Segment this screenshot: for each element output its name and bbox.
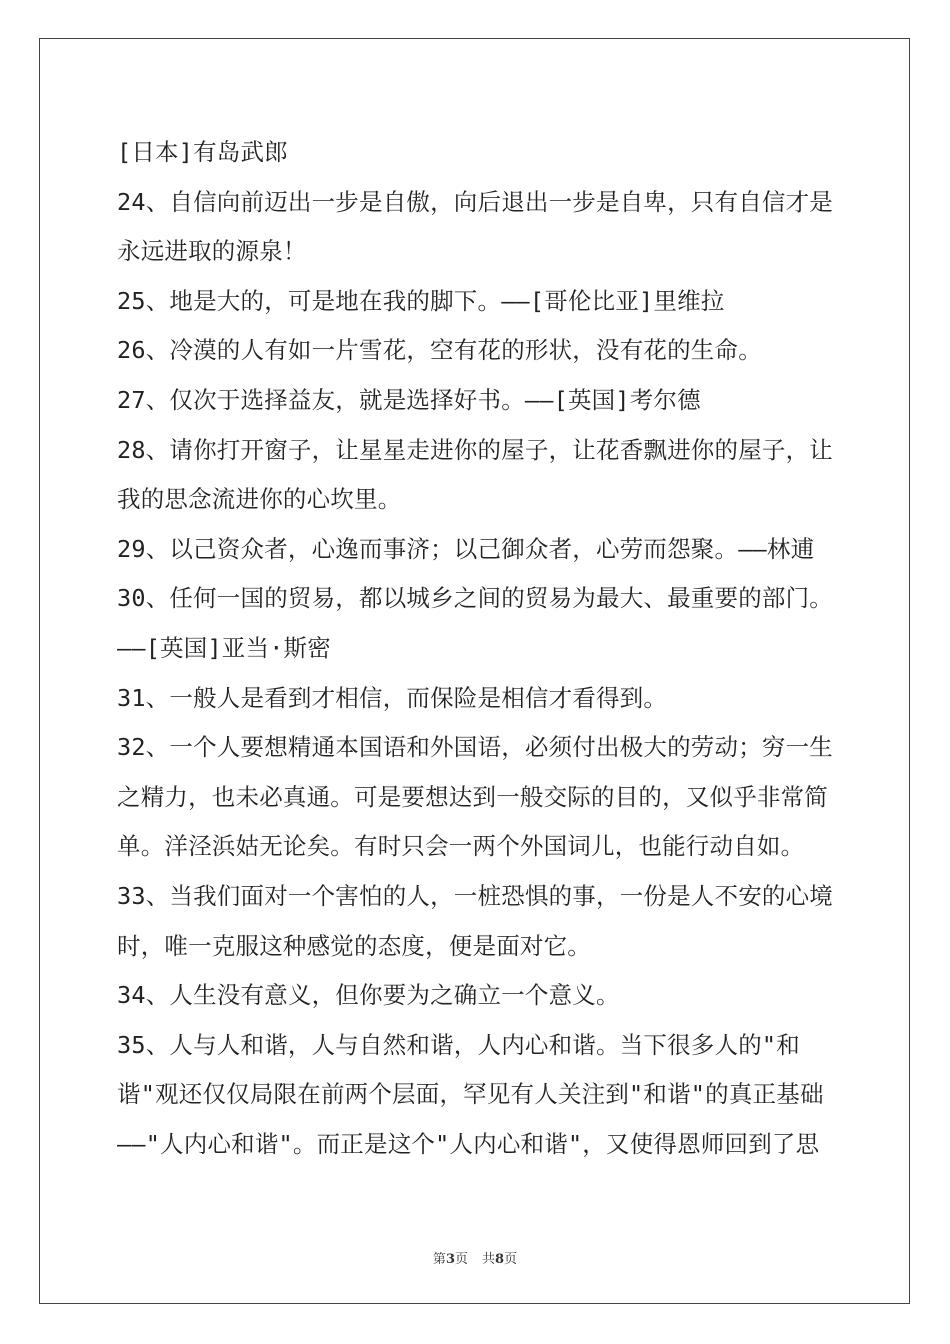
text-line: 35、人与人和谐，人与自然和谐，人内心和谐。当下很多人的"和 [117, 1030, 800, 1059]
text-line: 28、请你打开窗子，让星星走进你的屋子，让花香飘进你的屋子，让 [117, 435, 833, 464]
text-line: 谐"观还仅仅局限在前两个层面，罕见有人关注到"和谐"的真正基础 [117, 1080, 824, 1109]
text-line: ——[英国]亚当·斯密 [117, 633, 331, 662]
text-line: 25、地是大的，可是地在我的脚下。——[哥伦比亚]里维拉 [117, 286, 725, 315]
document-body [117, 128, 835, 1169]
total-suffix: 页 [504, 1252, 518, 1267]
total-page-number: 8 [495, 1252, 505, 1267]
text-line: 32、一个人要想精通本国语和外国语，必须付出极大的劳动；穷一生 [117, 733, 833, 762]
text-line: ——"人内心和谐"。而正是这个"人内心和谐"，又使得恩师回到了思 [117, 1129, 820, 1158]
text-line: 永远进取的源泉！ [117, 237, 307, 266]
page-suffix: 页 [454, 1252, 468, 1267]
text-line: 34、人生没有意义，但你要为之确立一个意义。 [117, 981, 620, 1010]
total-pages-indicator [482, 1252, 517, 1267]
total-prefix: 共 [482, 1252, 496, 1267]
text-line: 单。洋泾浜姑无论矣。有时只会一两个外国词儿，也能行动自如。 [117, 832, 805, 861]
text-line: 26、冷漠的人有如一片雪花，空有花的形状，没有花的生命。 [117, 336, 762, 365]
page-prefix: 第 [432, 1252, 446, 1267]
text-line: 29、以己资众者，心逸而事济；以己御众者，心劳而怨聚。——林逋 [117, 534, 815, 563]
text-line: 31、一般人是看到才相信，而保险是相信才看得到。 [117, 683, 668, 712]
page-indicator [433, 1252, 468, 1267]
text-line: 33、当我们面对一个害怕的人，一桩恐惧的事，一份是人不安的心境 [117, 881, 833, 910]
text-line: 之精力，也未必真通。可是要想达到一般交际的目的，又似乎非常简 [117, 782, 828, 811]
page-footer [0, 1248, 950, 1267]
text-line: [日本]有岛武郎 [117, 138, 288, 166]
text-line: 时，唯一克服这种感觉的态度，便是面对它。 [117, 931, 591, 960]
text-line: 27、仅次于选择益友，就是选择好书。——[英国]考尔德 [117, 385, 701, 414]
text-line: 24、自信向前迈出一步是自傲，向后退出一步是自卑，只有自信才是 [117, 187, 833, 216]
text-line: 我的思念流进你的心坎里。 [117, 485, 402, 514]
text-line: 30、任何一国的贸易，都以城乡之间的贸易为最大、最重要的部门。 [117, 584, 833, 613]
current-page-number: 3 [445, 1252, 455, 1267]
